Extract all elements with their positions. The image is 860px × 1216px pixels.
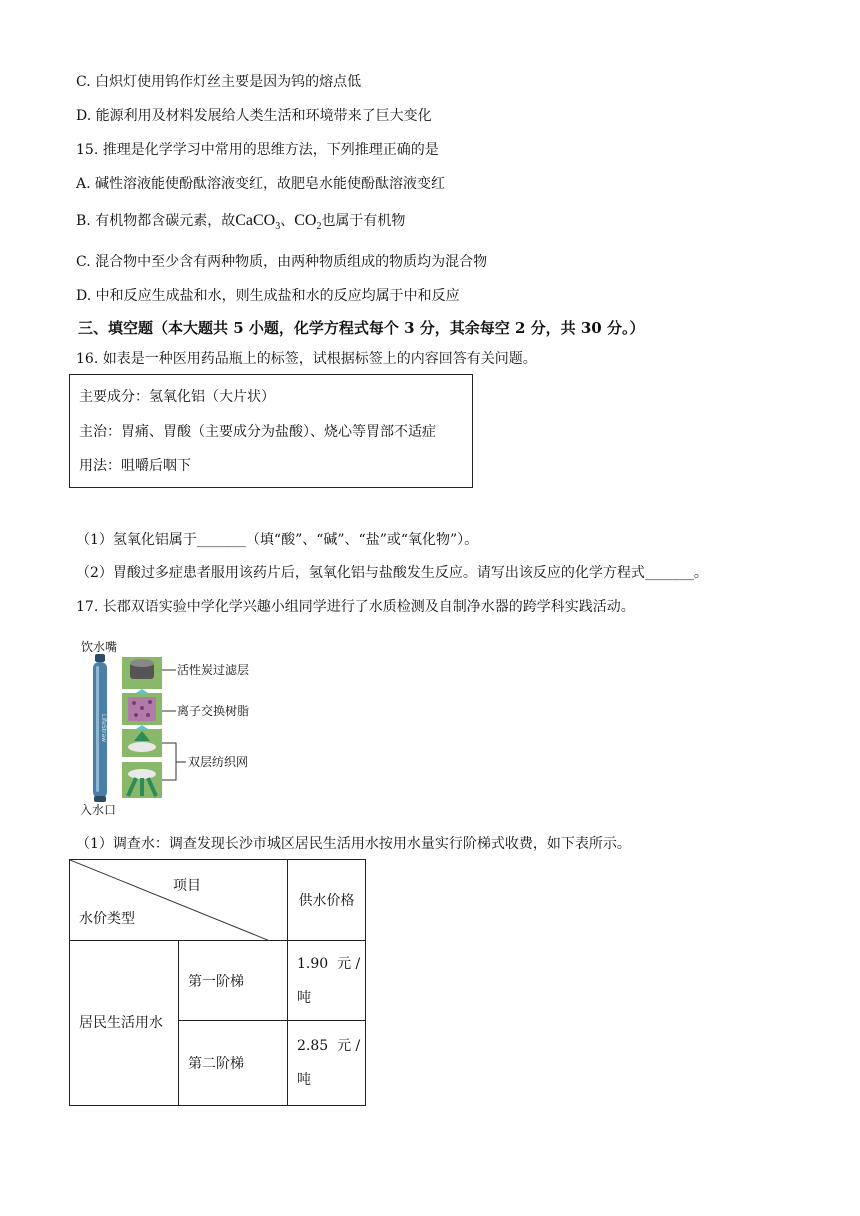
inlet-label: 入水口 (80, 803, 117, 817)
price-unit-ton: 吨 (297, 1072, 311, 1088)
mouthpiece-label: 饮水嘴 (81, 640, 118, 654)
price-cell (288, 1021, 366, 1106)
option-15b-suffix: 也属于有机物 (321, 213, 406, 229)
mouthpiece-shape (95, 654, 105, 662)
question-17: 17. 长郡双语实验中学化学兴趣小组同学进行了水质检测及自制净水器的跨学科实践活动。 (76, 599, 635, 615)
price-value: 2.85 (297, 1038, 329, 1054)
question-15: 15. 推理是化学学习中常用的思维方法，下列推理正确的是 (76, 142, 439, 158)
woven-mesh-label: 双层纺织网 (188, 755, 249, 769)
price-cell (288, 941, 366, 1021)
water-price-table (69, 859, 366, 1106)
option-15b-prefix: B. 有机物都含碳元素，故 (76, 213, 236, 229)
option-14c: C. 白炽灯使用钨作灯丝主要是因为钨的熔点低 (76, 74, 362, 90)
option-15d: D. 中和反应生成盐和水，则生成盐和水的反应均属于中和反应 (76, 288, 460, 304)
brand-text: LifeStraw (100, 714, 107, 743)
inlet-cap (94, 796, 106, 802)
label-usage: 用法：咀嚼后咽下 (79, 458, 191, 474)
medicine-label-box (69, 374, 473, 488)
option-15c: C. 混合物中至少含有两种物质，由两种物质组成的物质均为混合物 (76, 254, 488, 270)
price-value: 1.90 (297, 955, 329, 972)
label-indications: 主治：胃痛、胃酸（主要成分为盐酸）、烧心等胃部不适症 (79, 424, 436, 440)
carbon-layer-label: 活性炭过滤层 (177, 663, 250, 677)
question-16: 16. 如表是一种医用药品瓶上的标签，试根据标签上的内容回答有关问题。 (76, 351, 537, 367)
option-15b (76, 211, 405, 237)
question-16-part-2: （2）胃酸过多症患者服用该药片后，氢氧化铝与盐酸发生反应。请写出该反应的化学方程式_______。 (76, 565, 708, 581)
price-header: 供水价格 (288, 860, 366, 941)
filter-diagram (76, 636, 286, 820)
option-14d: D. 能源利用及材料发展给人类生活和环境带来了巨大变化 (76, 108, 432, 124)
corner-type-label: 水价类型 (79, 911, 135, 927)
option-15a: A. 碱性溶液能使酚酞溶液变红，故肥皂水能使酚酞溶液变红 (76, 176, 446, 192)
price-unit: 元 / (337, 1038, 361, 1054)
label-main-ingredient: 主要成分：氢氧化铝（大片状） (79, 389, 275, 405)
formula-separator: 、 (280, 213, 295, 229)
question-16-part-1: （1）氢氧化铝属于_______（填“酸”、“碱”、“盐”或“氧化物”）。 (76, 532, 479, 548)
table-corner-cell (70, 860, 288, 941)
category-cell: 居民生活用水 (70, 941, 179, 1106)
section-3-heading: 三、填空题（本大题共 5 小题，化学方程式每个 3 分，其余每空 2 分，共 30 分。） (78, 319, 645, 337)
question-17-part-1: （1）调查水：调查发现长沙市城区居民生活用水按用水量实行阶梯式收费，如下表所示。 (76, 836, 631, 852)
tier-cell: 第二阶梯 (179, 1021, 288, 1106)
price-unit: 元 / (337, 955, 361, 972)
corner-diagonal (70, 860, 270, 941)
formula-co2: $CO_2$ (294, 212, 322, 233)
water-filter-figure (76, 636, 286, 820)
corner-item-label: 项目 (173, 878, 201, 894)
ion-exchange-label: 离子交换树脂 (177, 704, 250, 718)
tier-cell: 第一阶梯 (179, 941, 288, 1021)
price-unit-ton: 吨 (297, 989, 311, 1006)
formula-caco3: CaCO$_3$ (235, 212, 281, 233)
